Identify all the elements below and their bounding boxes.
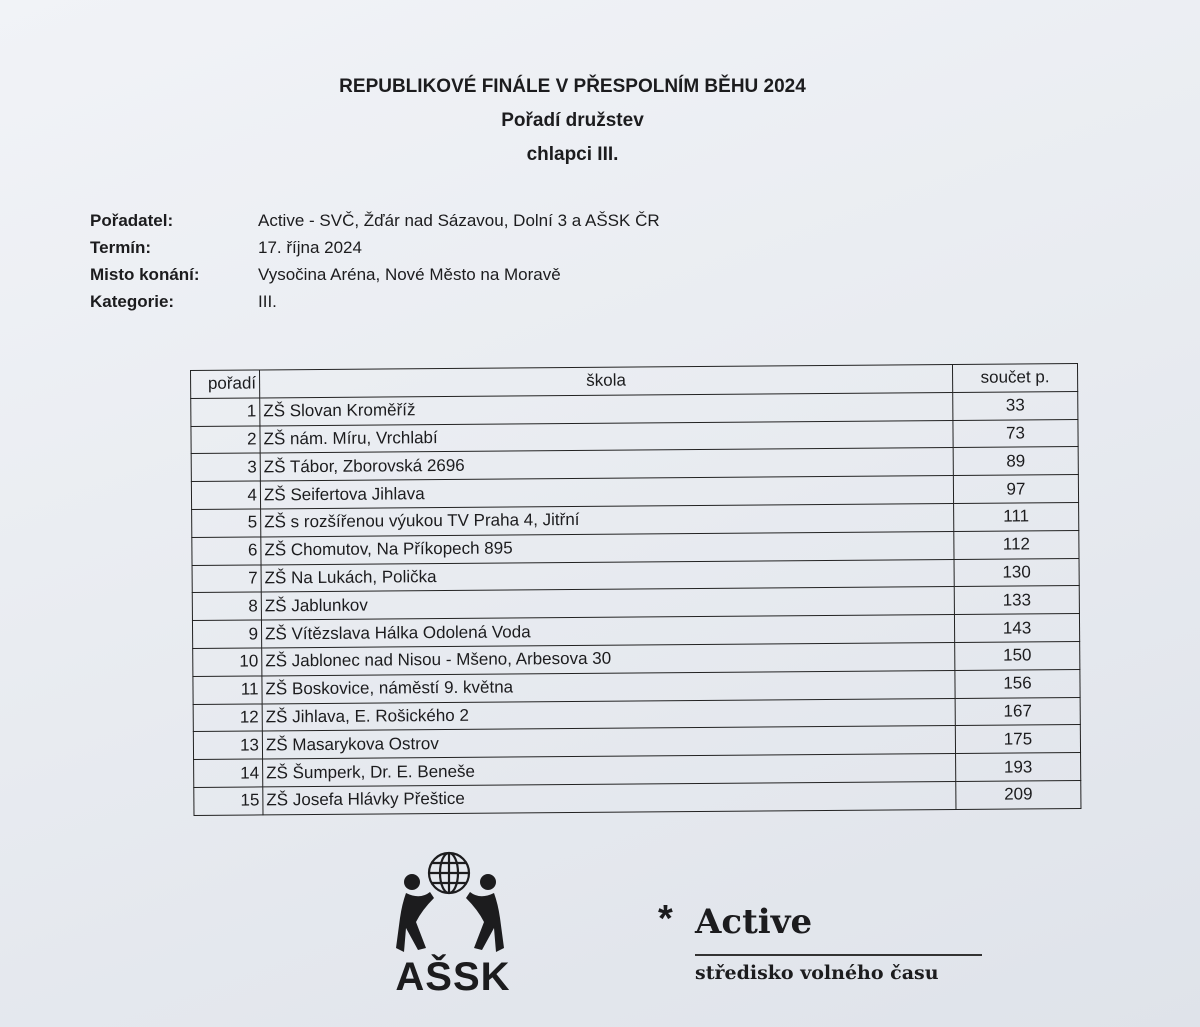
info-label: Termín:: [90, 238, 152, 257]
info-value: Vysočina Aréna, Nové Město na Moravě: [258, 265, 561, 284]
rank-cell: 5: [192, 509, 261, 537]
rank-cell: 3: [191, 453, 260, 481]
school-cell: ZŠ Na Lukách, Polička: [261, 559, 954, 592]
school-cell: ZŠ Jablunkov: [261, 587, 954, 620]
info-value: III.: [258, 292, 277, 311]
active-logo-name: Active: [695, 902, 813, 942]
rank-cell: 15: [194, 787, 263, 815]
points-cell: 193: [956, 753, 1081, 782]
points-cell: 97: [953, 475, 1078, 504]
info-label: Misto konání:: [90, 265, 200, 284]
points-cell: 111: [954, 503, 1079, 532]
school-column-header: škola: [260, 365, 953, 398]
rank-cell: 4: [191, 481, 260, 509]
document-subtitle: Pořadí družstev: [501, 110, 644, 131]
rank-cell: 9: [192, 620, 261, 648]
school-cell: ZŠ Šumperk, Dr. E. Beneše: [263, 754, 956, 787]
rank-cell: 8: [192, 592, 261, 620]
rank-cell: 11: [193, 676, 262, 704]
school-cell: ZŠ Slovan Kroměříž: [260, 392, 953, 425]
school-cell: ZŠ Boskovice, náměstí 9. května: [262, 670, 955, 703]
school-cell: ZŠ Jihlava, E. Rošického 2: [262, 698, 955, 731]
school-cell: ZŠ Seifertova Jihlava: [260, 476, 953, 509]
rank-cell: 6: [192, 537, 261, 565]
active-star-icon: *: [658, 898, 673, 940]
school-cell: ZŠ s rozšířenou výukou TV Praha 4, Jitřní: [261, 503, 954, 536]
school-cell: ZŠ Jablonec nad Nisou - Mšeno, Arbesova 30: [262, 642, 955, 675]
rank-cell: 13: [193, 731, 262, 759]
points-cell: 167: [955, 697, 1080, 726]
school-cell: ZŠ Tábor, Zborovská 2696: [260, 448, 953, 481]
rank-cell: 12: [193, 704, 262, 732]
points-cell: 209: [956, 780, 1081, 809]
points-cell: 143: [954, 614, 1079, 643]
category-title: chlapci III.: [526, 144, 619, 165]
info-value: Active - SVČ, Žďár nad Sázavou, Dolní 3 a AŠSK ČR: [258, 211, 660, 230]
points-cell: 175: [955, 725, 1080, 754]
active-logo-subtitle: středisko volného času: [695, 962, 939, 984]
points-cell: 150: [955, 641, 1080, 670]
school-cell: ZŠ Josefa Hlávky Přeštice: [263, 781, 956, 814]
points-cell: 73: [953, 419, 1078, 448]
points-cell: 130: [954, 558, 1079, 587]
rank-cell: 14: [194, 759, 263, 787]
points-column-header: součet p.: [952, 364, 1077, 393]
points-cell: 133: [954, 586, 1079, 615]
assk-logo-text: AŠSK: [395, 955, 511, 999]
results-table: [190, 363, 1081, 816]
points-cell: 89: [953, 447, 1078, 476]
rank-column-header: pořadí: [191, 370, 260, 398]
info-label: Kategorie:: [90, 292, 175, 311]
rank-cell: 2: [191, 426, 260, 454]
document-title: REPUBLIKOVÉ FINÁLE V PŘESPOLNÍM BĚHU 2024: [339, 76, 806, 97]
document-header: [0, 70, 1145, 172]
points-cell: 33: [953, 391, 1078, 420]
school-cell: ZŠ Masarykova Ostrov: [262, 726, 955, 759]
info-value: 17. října 2024: [258, 238, 362, 257]
active-logo-divider: [695, 954, 982, 956]
points-cell: 112: [954, 530, 1079, 559]
rank-cell: 7: [192, 565, 261, 593]
school-cell: ZŠ Vítězslava Hálka Odolená Voda: [261, 615, 954, 648]
rank-cell: 10: [193, 648, 262, 676]
table-row: [194, 780, 1081, 815]
school-cell: ZŠ nám. Míru, Vrchlabí: [260, 420, 953, 453]
info-label: Pořadatel:: [90, 211, 174, 230]
school-cell: ZŠ Chomutov, Na Příkopech 895: [261, 531, 954, 564]
points-cell: 156: [955, 669, 1080, 698]
rank-cell: 1: [191, 398, 260, 426]
